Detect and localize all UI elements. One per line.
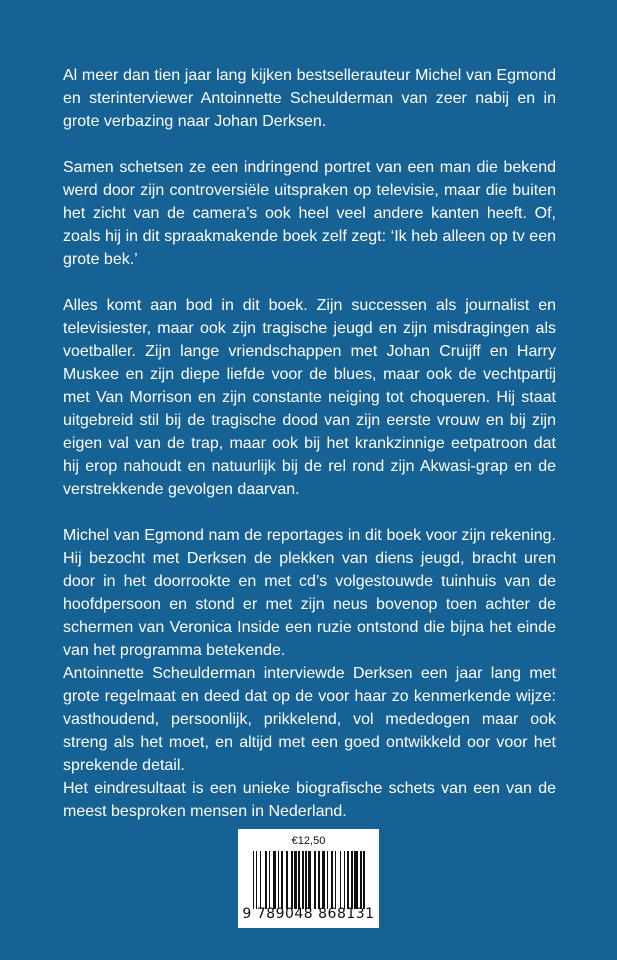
blurb-paragraph: Al meer dan tien jaar lang kijken bestsellerauteur Michel van Egmond en sterinterviewer Antoinnette Scheulderman van zeer nabij en in grote verbazing naar Johan Derksen. — [63, 67, 556, 130]
blurb-paragraph: Michel van Egmond nam de reportages in dit boek voor zijn rekening. Hij bezocht met Derksen de plekken van diens jeugd, bracht uren door in het doorrookte en met cd’s volgestouwde tuinhuis van de hoofdpersoon en stond er met zijn neus bovenop toen achter de schermen van Veronica Inside een ruzie ontstond die bijna het einde van het programma betekende. — [63, 527, 556, 659]
price: €12,50 — [291, 835, 326, 847]
blurb-paragraph: Het eindresultaat is een unieke biografische schets van een van de meest besproken mensen in Nederland. — [63, 780, 556, 820]
back-cover-blurb — [63, 64, 556, 823]
blurb-paragraph: Alles komt aan bod in dit boek. Zijn successen als journalist en televisiester, maar ook zijn tragische jeugd en zijn misdragingen als voetballer. Zijn lange vriendschappen met Johan Cruijff en Harry Muskee en zijn diepe liefde voor de blues, maar ook de vechtpartij met Van Morrison en zijn constante neiging tot choqueren. Hij staat uitgebreid stil bij de tragische dood van zijn eerste vrouw en bij zijn eigen val van de trap, maar ook bij het krankzinnige eetpatroon dat hij erop nahoudt en natuurlijk bij de rel rond zijn Akwasi-grap en de verstrekkende gevolgen daarvan. — [63, 297, 556, 498]
blurb-paragraph: Samen schetsen ze een indringend portret van een man die bekend werd door zijn controversiële uitspraken op televisie, maar die buiten het zicht van de camera’s ook heel veel andere kanten heeft. Of, zoals hij in dit spraakmakende boek zelf zegt: ‘Ik heb alleen op tv een grote bek.’ — [63, 159, 556, 268]
barcode-label — [238, 829, 379, 928]
barcode-bars — [253, 851, 365, 909]
isbn-number: 9 789048 868131 — [242, 906, 375, 922]
blurb-paragraph: Antoinnette Scheulderman interviewde Derksen een jaar lang met grote regelmaat en deed dat op de voor haar zo kenmerkende wijze: vasthoudend, persoonlijk, prikkelend, vol mededogen maar ook streng als het moet, en altijd met een goed ontwikkeld oor voor het sprekende detail. — [63, 665, 556, 774]
barcode-stripe — [363, 851, 365, 909]
